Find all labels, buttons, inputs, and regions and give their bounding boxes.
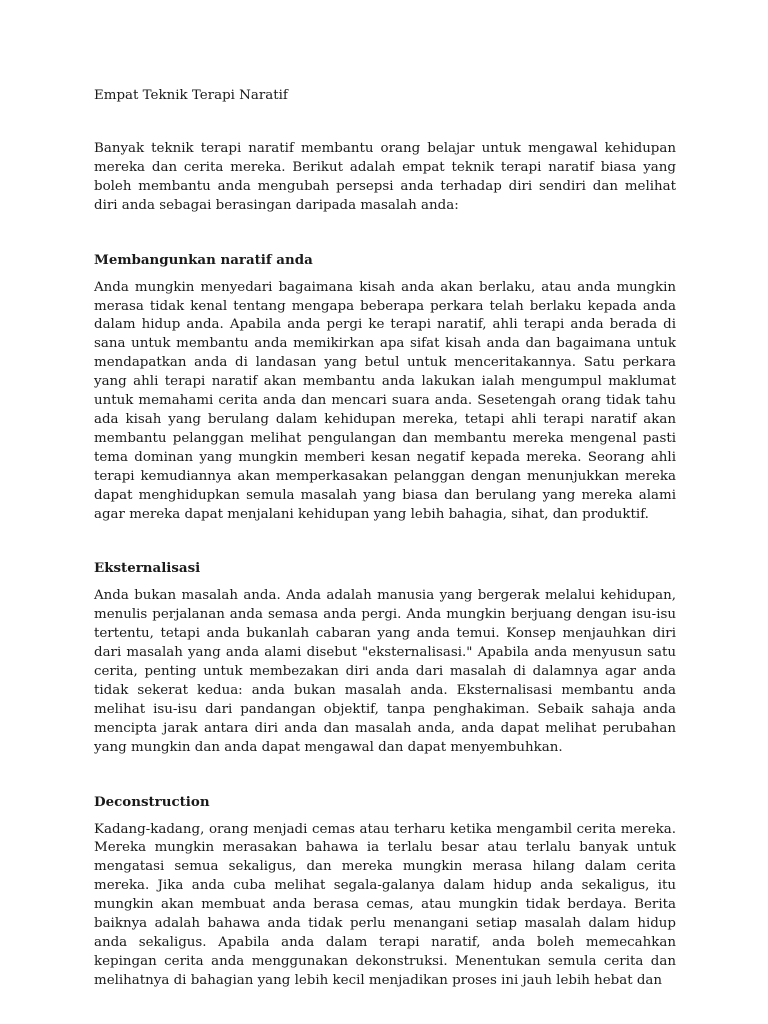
section-membangunkan-naratif — [94, 251, 676, 525]
section-body: Anda mungkin menyedari bagaimana kisah anda akan berlaku, atau anda mungkin merasa tidak kenal tentang mengapa beberapa perkara telah berlaku kepada anda dalam hidup anda. Apabila anda pergi ke terapi naratif, ahli terapi anda berada di sana untuk membantu anda memikirkan apa sifat kisah anda dan bagaimana untuk mendapatkan anda di landasan yang betul untuk menceritakannya. Satu perkara yang ahli terapi naratif akan membantu anda lakukan ialah mengumpul maklumat untuk memahami cerita anda dan mencari suara anda. Sesetengah orang tidak tahu ada kisah yang berulang dalam kehidupan mereka, tetapi ahli terapi naratif akan membantu pelanggan melihat pengulangan dan membantu mereka mengenal pasti tema dominan yang mungkin memberi kesan negatif kepada mereka. Seorang ahli terapi kemudiannya akan memperkasakan pelanggan dengan menunjukkan mereka dapat menghidupkan semula masalah yang biasa dan berulang yang mereka alami agar mereka dapat menjalani kehidupan yang lebih bahagia, sihat, dan produktif. — [94, 279, 676, 522]
section-heading: Deconstruction — [94, 793, 210, 810]
intro-paragraph: Banyak teknik terapi naratif membantu orang belajar untuk mengawal kehidupan mereka dan cerita mereka. Berikut adalah empat teknik terapi naratif biasa yang boleh membantu anda mengubah persepsi anda terhadap diri sendiri dan melihat diri anda sebagai berasingan daripada masalah anda: — [94, 141, 676, 213]
document-title: Empat Teknik Terapi Naratif — [94, 88, 288, 103]
section-eksternalisasi — [94, 559, 676, 757]
section-heading: Membangunkan naratif anda — [94, 251, 313, 268]
section-heading: Eksternalisasi — [94, 560, 201, 577]
intro-paragraph-block — [94, 140, 676, 216]
section-deconstruction — [94, 793, 676, 991]
document-page — [94, 86, 676, 991]
section-body: Kadang-kadang, orang menjadi cemas atau terharu ketika mengambil cerita mereka. Mereka mungkin merasakan bahawa ia terlalu besar atau terlalu banyak untuk mengatasi semua sekaligus, dan mereka mungkin merasa hilang dalam cerita mereka. Jika anda cuba melihat segala-galanya dalam hidup anda sekaligus, itu mungkin akan membuat anda berasa cemas, atau mungkin tidak berdaya. Berita baiknya adalah bahawa anda tidak perlu menangani setiap masalah dalam hidup anda sekaligus. Apabila anda dalam terapi naratif, anda boleh memecahkan kepingan cerita anda menggunakan dekonstruksi. Menentukan semula cerita dan melihatnya di bahagian yang lebih kecil menjadikan proses ini jauh lebih hebat dan — [94, 821, 676, 988]
section-body: Anda bukan masalah anda. Anda adalah manusia yang bergerak melalui kehidupan, menulis perjalanan anda semasa anda pergi. Anda mungkin berjuang dengan isu-isu tertentu, tetapi anda bukanlah cabaran yang anda temui. Konsep menjauhkan diri dari masalah yang anda alami disebut "eksternalisasi." Apabila anda menyusun satu cerita, penting untuk membezakan diri anda dari masalah di dalamnya agar anda tidak sekerat kedua: anda bukan masalah anda. Eksternalisasi membantu anda melihat isu-isu dari pandangan objektif, tanpa penghakiman. Sebaik sahaja anda mencipta jarak antara diri anda dan masalah anda, anda dapat melihat perubahan yang mungkin dan anda dapat mengawal dan dapat menyembuhkan. — [94, 588, 676, 755]
